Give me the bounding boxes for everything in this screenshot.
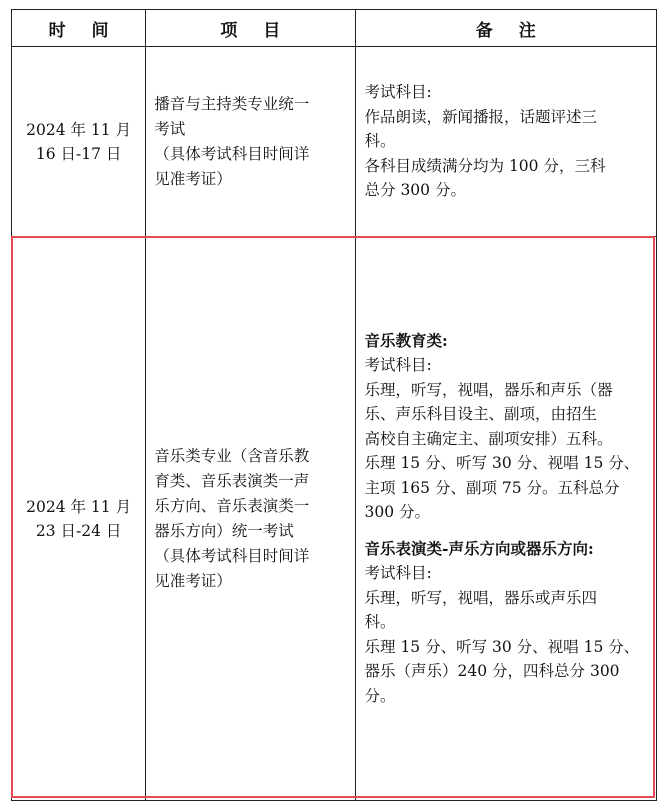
note-cell: [355, 47, 656, 237]
item-line: （具体考试科目时间详: [154, 144, 310, 163]
time-line: 2024 年 11 月: [26, 497, 132, 516]
note-line: 科。: [364, 613, 396, 632]
note-cell: [355, 237, 656, 801]
spacer: [365, 525, 650, 537]
header-time: 时 间: [12, 10, 146, 47]
table-row: [12, 47, 657, 237]
time-line: 2024 年 11 月: [26, 120, 132, 139]
note-line: 考试科目:: [364, 83, 432, 102]
header-row: [12, 10, 657, 47]
item-cell: [146, 47, 355, 237]
header-item: 项 目: [146, 10, 355, 47]
item-line: 育类、音乐表演类一声: [154, 471, 310, 490]
note-line: 乐、声乐科目设主、副项，由招生: [364, 405, 598, 424]
item-line: 见准考证）: [154, 169, 232, 188]
note-line: 乐理，听写，视唱，器乐和声乐（器: [364, 380, 613, 399]
time-cell: [12, 47, 146, 237]
note-line: 乐理 15 分、听写 30 分、视唱 15 分、: [364, 637, 640, 656]
item-line: 考试: [154, 119, 186, 138]
note-line: 器乐（声乐）240 分，四科总分 300: [364, 662, 620, 681]
note-line: 考试科目:: [364, 564, 432, 583]
note-line: 分。: [364, 686, 396, 705]
note-line: 科。: [364, 132, 396, 151]
note-heading: 音乐表演类-声乐方向或器乐方向:: [364, 538, 594, 558]
header-note: 备 注: [355, 10, 656, 47]
time-cell: [12, 237, 146, 801]
item-line: 器乐方向）统一考试: [154, 521, 294, 540]
note-line: 300 分。: [364, 503, 431, 522]
item-line: （具体考试科目时间详: [154, 546, 310, 565]
time-line: 16 日-17 日: [35, 144, 122, 163]
note-line: 主项 165 分、副项 75 分。五科总分: [364, 478, 620, 497]
note-heading: 音乐教育类:: [364, 330, 448, 350]
note-line: 乐理 15 分、听写 30 分、视唱 15 分、: [364, 454, 640, 473]
item-line: 乐方向、音乐表演类一: [154, 496, 310, 515]
note-line: 考试科目:: [364, 356, 432, 375]
item-cell: [146, 237, 355, 801]
item-line: 见准考证）: [154, 571, 232, 590]
note-line: 各科目成绩满分均为 100 分，三科: [364, 156, 606, 175]
note-line: 总分 300 分。: [364, 181, 466, 200]
table-row: [12, 237, 657, 801]
note-line: 乐理，听写，视唱，器乐或声乐四: [364, 588, 598, 607]
note-line: 高校自主确定主、副项安排）五科。: [364, 429, 613, 448]
time-line: 23 日-24 日: [35, 521, 122, 540]
note-line: 作品朗读，新闻播报，话题评述三: [364, 107, 598, 126]
item-line: 音乐类专业（含音乐教: [154, 446, 310, 465]
exam-schedule-table: [11, 9, 657, 801]
item-line: 播音与主持类专业统一: [154, 94, 310, 113]
